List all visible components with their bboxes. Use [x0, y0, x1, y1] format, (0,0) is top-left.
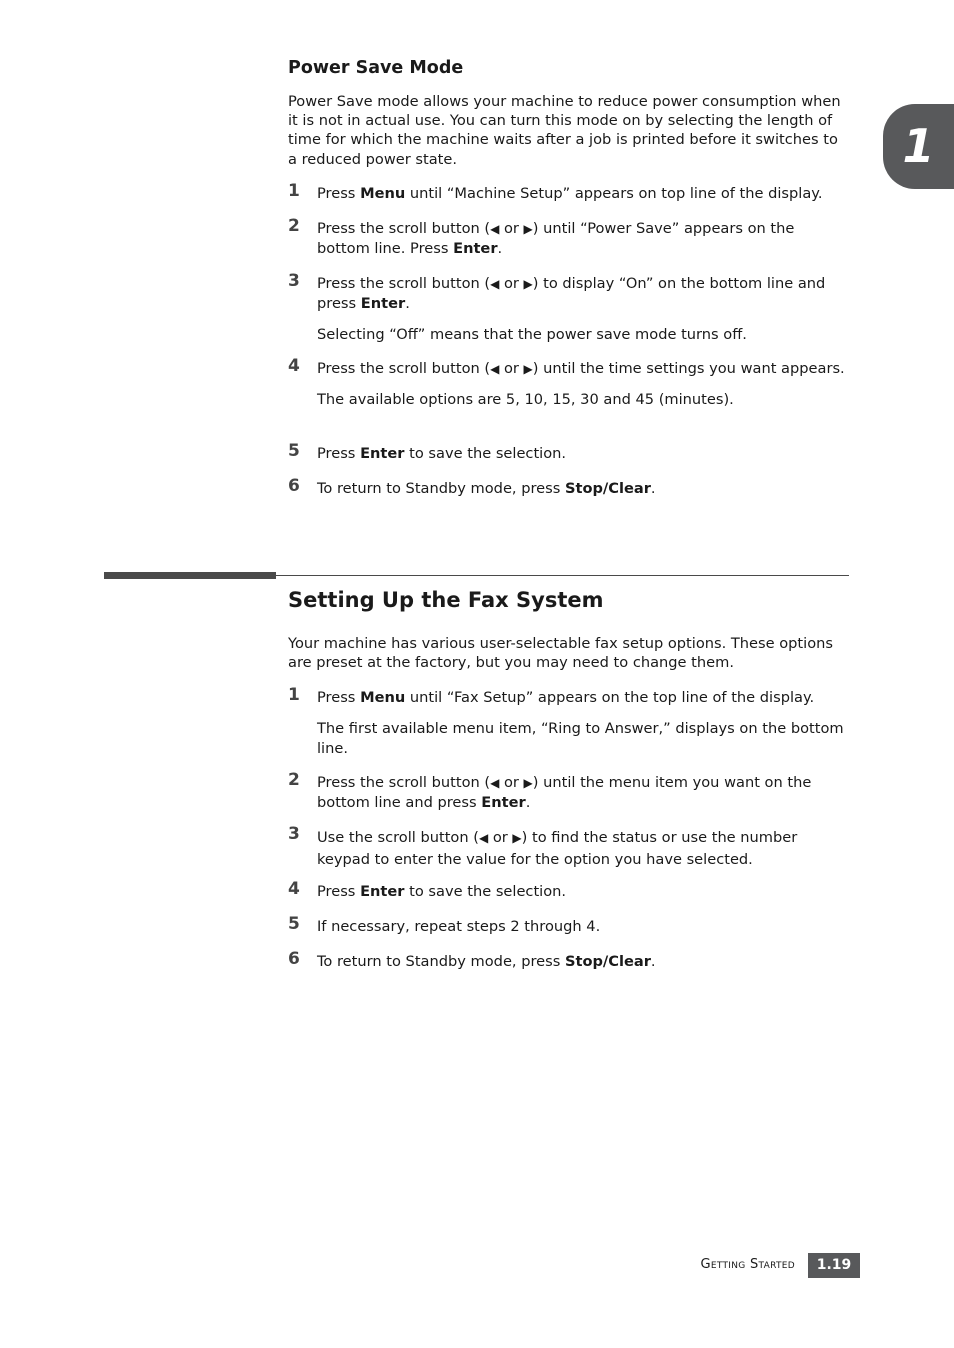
left-arrow-icon: ◀ — [478, 831, 489, 845]
power-save-step-6 — [288, 476, 850, 499]
fax-setup-step-5 — [288, 914, 850, 937]
step-text: Press the scroll button (◀ or ▶) until the menu item you want on the bottom line and press Enter. — [317, 774, 812, 811]
step-text: Use the scroll button (◀ or ▶) to find the status or use the number keypad to enter the value for the option you have selected. — [317, 829, 798, 868]
menu-key-label: Menu — [360, 689, 406, 706]
step-number: 6 — [288, 476, 300, 496]
fax-setup-step-1 — [288, 685, 850, 758]
fax-setup-heading: Setting Up the Fax System — [288, 588, 604, 612]
step-text: To return to Standby mode, press Stop/Clear. — [317, 953, 656, 970]
section-rule-thick — [104, 572, 276, 579]
step-text: Press the scroll button (◀ or ▶) until “Power Save” appears on the bottom line. Press Enter. — [317, 220, 795, 257]
power-save-step-2 — [288, 216, 850, 259]
step-number: 3 — [288, 271, 300, 291]
page-number: 1.19 — [808, 1253, 860, 1278]
power-save-heading: Power Save Mode — [288, 58, 464, 78]
step-note: Selecting “Off” means that the power save mode turns off. — [317, 326, 747, 343]
power-save-step-5 — [288, 441, 850, 464]
menu-key-label: Menu — [360, 185, 406, 202]
left-arrow-icon: ◀ — [490, 277, 500, 291]
step-number: 1 — [288, 685, 300, 705]
step-text: Press the scroll button (◀ or ▶) to display “On” on the bottom line and press Enter. — [317, 275, 826, 312]
right-arrow-icon: ▶ — [523, 222, 533, 236]
power-save-intro: Power Save mode allows your machine to reduce power consumption when it is not in actual use. You can turn this mode on by selecting the length of time for which the machine waits after a job is printed before it switches to a reduced power state. — [288, 93, 841, 168]
step-number: 6 — [288, 949, 300, 969]
left-arrow-icon: ◀ — [490, 362, 500, 376]
step-number: 4 — [288, 356, 300, 376]
section-rule-thin — [276, 575, 849, 576]
right-arrow-icon: ▶ — [523, 362, 533, 376]
stop-clear-key-label: Stop/Clear — [564, 953, 651, 970]
enter-key-label: Enter — [360, 295, 406, 312]
step-note: The available options are 5, 10, 15, 30 and 45 (minutes). — [317, 391, 734, 408]
step-number: 5 — [288, 441, 300, 461]
step-note: The first available menu item, “Ring to Answer,” displays on the bottom line. — [317, 720, 844, 757]
fax-setup-step-4 — [288, 879, 850, 902]
step-text: Press Enter to save the selection. — [317, 445, 567, 462]
enter-key-label: Enter — [453, 240, 498, 257]
step-text: If necessary, repeat steps 2 through 4. — [317, 918, 601, 935]
step-number: 1 — [288, 181, 300, 201]
enter-key-label: Enter — [360, 445, 405, 462]
stop-clear-key-label: Stop/Clear — [564, 480, 651, 497]
footer-section-label: Getting Started — [700, 1257, 795, 1272]
right-arrow-icon: ▶ — [523, 776, 533, 790]
enter-key-label: Enter — [481, 794, 526, 811]
left-arrow-icon: ◀ — [490, 222, 500, 236]
chapter-tab — [883, 104, 954, 189]
power-save-step-1 — [288, 181, 850, 204]
fax-setup-step-2 — [288, 770, 850, 813]
fax-setup-step-3 — [288, 824, 850, 870]
chapter-number: 1 — [902, 119, 935, 173]
step-number: 3 — [288, 824, 300, 844]
step-text: Press the scroll button (◀ or ▶) until the time settings you want appears. — [317, 360, 845, 377]
right-arrow-icon: ▶ — [512, 831, 522, 845]
enter-key-label: Enter — [360, 883, 405, 900]
step-text: Press Enter to save the selection. — [317, 883, 567, 900]
step-number: 4 — [288, 879, 300, 899]
step-number: 5 — [288, 914, 300, 934]
right-arrow-icon: ▶ — [523, 277, 533, 291]
power-save-step-4 — [288, 356, 850, 410]
step-text: To return to Standby mode, press Stop/Clear. — [317, 480, 656, 497]
left-arrow-icon: ◀ — [490, 776, 500, 790]
step-number: 2 — [288, 770, 300, 790]
step-text: Press Menu until “Machine Setup” appears on top line of the display. — [317, 185, 823, 202]
step-text: Press Menu until “Fax Setup” appears on the top line of the display. — [317, 689, 815, 706]
step-number: 2 — [288, 216, 300, 236]
fax-setup-step-6 — [288, 949, 850, 972]
fax-setup-intro: Your machine has various user-selectable fax setup options. These options are preset at the factory, but you may need to change them. — [288, 635, 833, 672]
power-save-step-3 — [288, 271, 850, 345]
